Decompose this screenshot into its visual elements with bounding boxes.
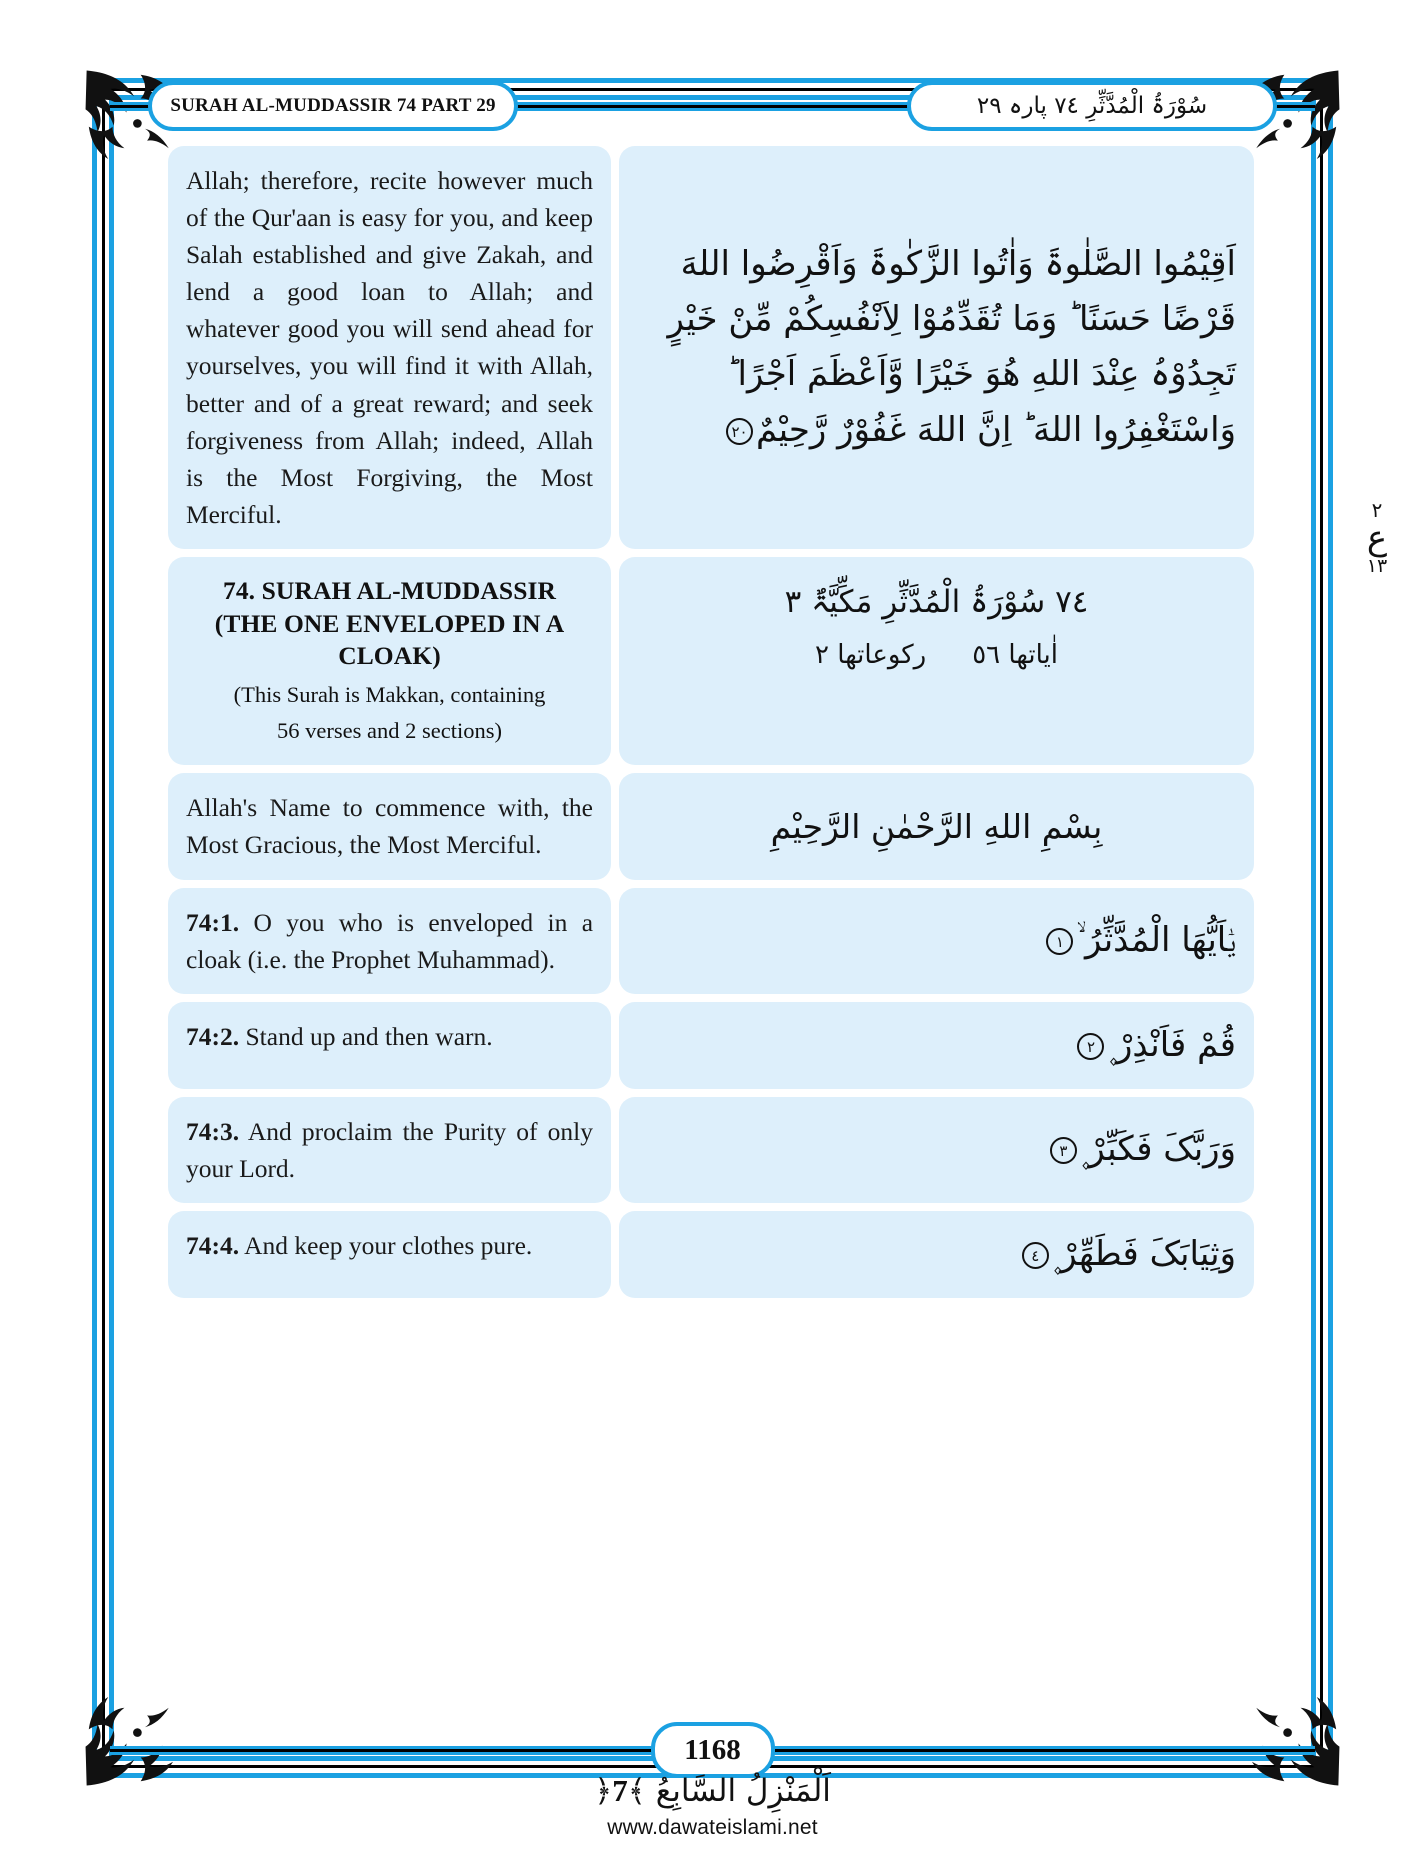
translation-text [186, 1227, 593, 1264]
website-url: www.dawateislami.net [607, 1816, 818, 1839]
translation-cell [168, 1097, 611, 1203]
surah-heading-row [168, 557, 1254, 765]
table-row [168, 1002, 1254, 1089]
verse-number: 74:1. [186, 907, 240, 937]
ayah-end-marker: ١ [1046, 928, 1073, 955]
bismillah-arabic-text: بِسْمِ اللهِ الرَّحْمٰنِ الرَّحِیْمِ [770, 806, 1103, 846]
rukoo-count: ٢ [815, 640, 829, 671]
arabic-text-body: یٰۤاَیُّهَا الْمُدَّثِّرُ ۙ [1076, 920, 1236, 961]
page-number-badge [651, 1722, 775, 1778]
translation-text [186, 1113, 593, 1187]
arabic-verse-text [637, 1122, 1236, 1177]
surah-title-line-2: (THE ONE ENVELOPED IN A [214, 608, 565, 638]
ayat-count: ٥٦ [972, 640, 1001, 671]
header-english-label: SURAH AL-MUDDASSIR 74 PART 29 [170, 95, 496, 116]
ayah-end-marker: ٤ [1022, 1242, 1049, 1269]
ruku-marker [1351, 500, 1403, 577]
arabic-cell [619, 1002, 1254, 1089]
translation-cell [168, 146, 611, 549]
manzil-number: 7 [612, 1773, 628, 1809]
verse-table [168, 146, 1254, 1446]
ayah-end-marker: ٣ [1050, 1137, 1077, 1164]
table-row [168, 888, 1254, 994]
rukoo-label: رکوعاتها [837, 640, 927, 671]
arabic-verse-text [637, 1018, 1236, 1073]
table-row [168, 1097, 1254, 1203]
arabic-verse-text [637, 237, 1236, 457]
ruku-symbol-icon: ع [1366, 518, 1388, 558]
translation-text: Allah; therefore, recite however much of the Qur'aan is easy for you, and keep Salah established and give Zakah, and lend a good loan to Allah; and whatever good you will send ahead for yourselves, you will find it with Allah, better and of a great reward; and seek forgiveness from Allah; indeed, Allah is the Most Forgiving, the Most Merciful. [186, 166, 593, 529]
arabic-cell [619, 146, 1254, 549]
surah-title-line-1: 74. SURAH AL-MUDDASSIR [222, 575, 557, 605]
verse-number: 74:3. [186, 1116, 240, 1146]
footer-bottom-block [0, 1773, 1425, 1840]
header-surah-name-english [148, 81, 518, 131]
bismillah-translation-cell [168, 773, 611, 879]
table-row [168, 146, 1254, 549]
surah-subtitle-line-1: (This Surah is Makkan, containing [233, 681, 546, 707]
translation-text [186, 1018, 593, 1055]
translation-cell [168, 888, 611, 994]
ayat-label: اٰیاتها [1008, 640, 1058, 671]
arabic-text-body: اَقِیْمُوا الصَّلٰوۃَ وَاٰتُوا الزَّکٰوۃَ وَاَقْرِضُوا اللهَ قَرْضًا حَسَنًا ؕ وَمَا تُقَدِّمُوْا لِاَنْفُسِکُمْ مِّنْ خَیْرٍ تَجِدُوْہُ عِنْدَ اللهِ هُوَ خَیْرًا وَّاَعْظَمَ اَجْرًا ؕ وَاسْتَغْفِرُوا اللهَ ؕ اِنَّ اللهَ غَفُوْرٌ رَّحِیْمٌ [667, 244, 1236, 450]
translation-body: And proclaim the Purity of only your Lord. [186, 1116, 593, 1183]
verse-number: 74:2. [186, 1021, 240, 1051]
surah-heading-arabic-cell [619, 557, 1254, 765]
page-number-label: 1168 [684, 1733, 741, 1766]
surah-arabic-counts [639, 637, 1234, 673]
translation-body: Stand up and then warn. [245, 1021, 493, 1051]
page-header [110, 80, 1315, 132]
translation-cell [168, 1211, 611, 1298]
translation-body: O you who is enveloped in a cloak (i.e. the Prophet Muhammad). [186, 907, 594, 974]
arabic-verse-text [637, 1227, 1236, 1282]
surah-title-line-3: CLOAK) [338, 641, 441, 671]
surah-arabic-title: ٧٤ سُوْرَۃُ الْمُدَّثِّرِ مَکِّیَّۃٌ ٣ [784, 583, 1089, 620]
translation-body: And keep your clothes pure. [244, 1230, 533, 1260]
ruku-marker-bottom-number: ١٣ [1366, 554, 1388, 577]
ayah-end-marker: ٢٠ [726, 418, 753, 445]
translation-text [186, 904, 593, 978]
manzil-arabic-text: اَلْمَنْزِلُ السَّابِعُ [655, 1773, 831, 1810]
arabic-verse-text [637, 913, 1236, 968]
arabic-cell [619, 888, 1254, 994]
verse-number: 74:4. [186, 1230, 240, 1260]
bismillah-translation-text: Allah's Name to commence with, the Most Gracious, the Most Merciful. [186, 793, 593, 860]
table-row [168, 1211, 1254, 1298]
arabic-text-body: وَرَبَّکَ فَکَبِّرْ ۪ [1079, 1129, 1236, 1170]
arabic-text-body: قُمْ فَاَنْذِرْ ۪ [1107, 1024, 1236, 1065]
header-surah-name-arabic [907, 81, 1277, 131]
header-arabic-label: سُوْرَۃُ الْمُدَّثِّرِ ٧٤ پارہ ٢٩ [976, 93, 1208, 119]
arabic-text-body: وَثِیَابَکَ فَطَهِّرْ ۪ [1051, 1233, 1236, 1274]
translation-cell [168, 1002, 611, 1089]
arabic-cell [619, 1097, 1254, 1203]
bismillah-arabic-cell [619, 773, 1254, 879]
manzil-label: اَلْمَنْزِلُ السَّابِعُ ﴾7﴿ [594, 1773, 831, 1810]
arabic-cell [619, 1211, 1254, 1298]
bismillah-row [168, 773, 1254, 879]
surah-subtitle-line-2: 56 verses and 2 sections) [277, 718, 502, 744]
ruku-marker-top-number: ٢ [1371, 498, 1383, 522]
surah-heading-english-cell [168, 557, 611, 765]
ayah-end-marker: ٢ [1077, 1033, 1104, 1060]
page-footer [110, 1724, 1315, 1776]
